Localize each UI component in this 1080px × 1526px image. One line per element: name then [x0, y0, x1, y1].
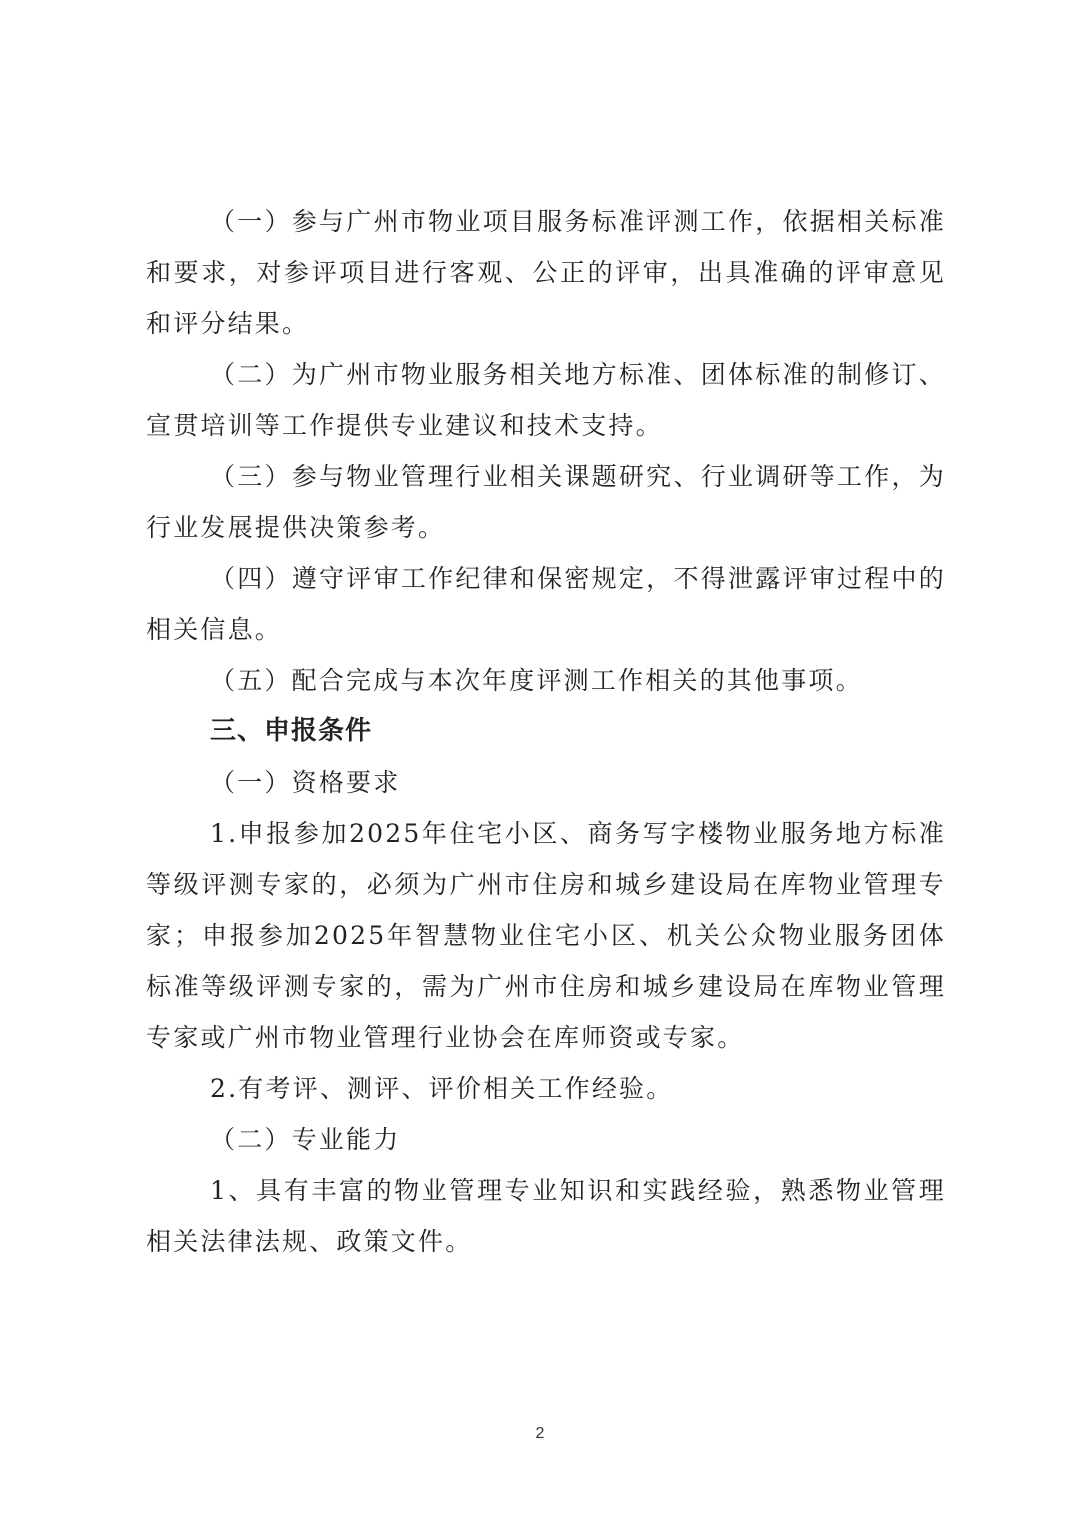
duty-paragraph-4: （四）遵守评审工作纪律和保密规定，不得泄露评审过程中的相关信息。 — [146, 564, 946, 644]
duty-paragraph-1: （一）参与广州市物业项目服务标准评测工作，依据相关标准和要求，对参评项目进行客观、公正的评审，出具准确的评审意见和评分结果。 — [146, 207, 946, 338]
page-number: 2 — [535, 1425, 545, 1442]
document-body — [146, 196, 946, 1267]
subsection-heading-professional-ability: （二）专业能力 — [210, 1125, 401, 1154]
duty-paragraph-3: （三）参与物业管理行业相关课题研究、行业调研等工作，为行业发展提供决策参考。 — [146, 462, 946, 542]
qualification-item-2: 2.有考评、测评、评价相关工作经验。 — [210, 1074, 674, 1103]
subsection-heading-qualifications: （一）资格要求 — [210, 768, 401, 797]
ability-item-1: 1、具有丰富的物业管理专业知识和实践经验，熟悉物业管理相关法律法规、政策文件。 — [146, 1176, 946, 1256]
duty-paragraph-2: （二）为广州市物业服务相关地方标准、团体标准的制修订、宣贯培训等工作提供专业建议和技术支持。 — [146, 360, 946, 440]
section-heading-application-conditions: 三、申报条件 — [210, 716, 373, 746]
qualification-item-1: 1.申报参加2025年住宅小区、商务写字楼物业服务地方标准等级评测专家的，必须为广州市住房和城乡建设局在库物业管理专家；申报参加2025年智慧物业住宅小区、机关公众物业服务团体标准等级评测专家的，需为广州市住房和城乡建设局在库物业管理专家或广州市物业管理行业协会在库师资或专家。 — [146, 819, 946, 1052]
duty-paragraph-5: （五）配合完成与本次年度评测工作相关的其他事项。 — [210, 666, 863, 695]
